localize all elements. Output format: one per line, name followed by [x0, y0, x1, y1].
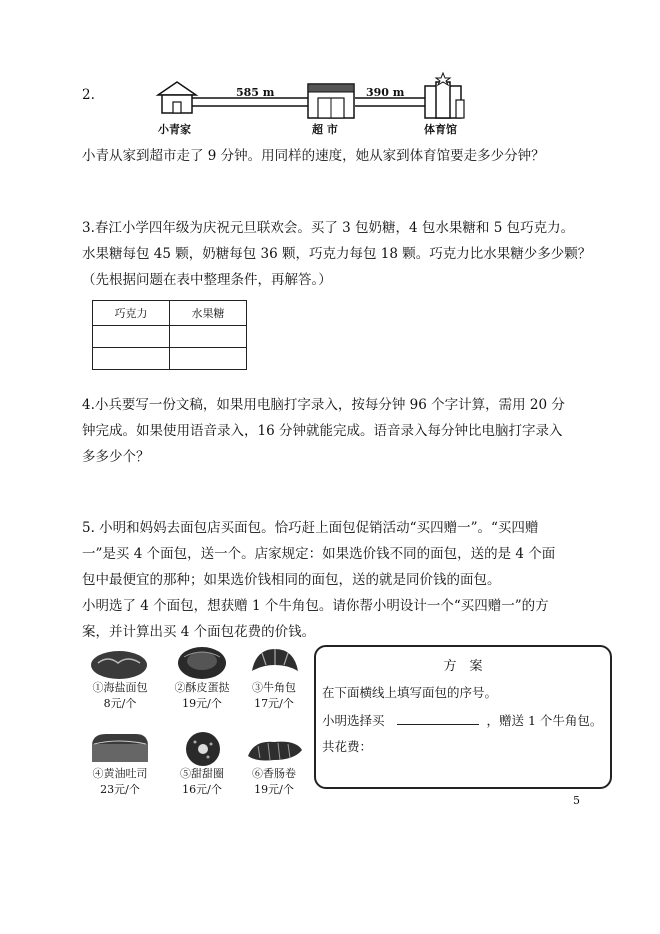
bread-5-name: ⑤甜甜圈 [180, 767, 224, 780]
table-cell-blank[interactable] [170, 326, 247, 348]
bread-3-name: ③牛角包 [252, 681, 296, 694]
table-header-chocolate: 巧克力 [93, 301, 170, 326]
plan-instruction: 在下面横线上填写面包的序号。 [322, 685, 498, 700]
bread-1 [82, 680, 158, 712]
table-cell-blank[interactable] [170, 348, 247, 370]
bread-5 [164, 766, 240, 798]
q4-line-1: 4.小兵要写一份文稿，如果用电脑打字录入，按每分钟 96 个字计算，需用 20 分 [82, 397, 565, 413]
q5-line-4: 小明选了 4 个面包，想获赠 1 个牛角包。请你帮小明设计一个“买四赠一”的方 [82, 598, 549, 614]
place-home: 小青家 [158, 123, 191, 136]
bread-6-price: 19元/个 [254, 783, 294, 796]
q5-line-2: 一”是买 4 个面包，送一个。店家规定：如果选价钱不同的面包，送的是 4 个面 [82, 546, 556, 562]
condition-table [92, 300, 247, 370]
house-icon [158, 82, 196, 113]
q4-line-3: 多多少个？ [82, 449, 150, 465]
bread-5-price: 16元/个 [182, 783, 222, 796]
plan-answer-blank[interactable] [397, 710, 479, 725]
bread-3 [236, 680, 312, 712]
q4-line-2: 钟完成。如果使用语音录入，16 分钟就能完成。语音录入每分钟比电脑打字录入 [82, 423, 563, 439]
sea-salt-bread-icon [88, 645, 150, 681]
bread-1-name: ①海盐面包 [92, 681, 148, 694]
q2-text: 小青从家到超市走了 9 分钟。用同样的速度，她从家到体育馆要走多少分钟？ [82, 148, 545, 164]
donut-icon [180, 730, 226, 768]
bread-2-price: 19元/个 [182, 697, 222, 710]
distance-1: 585 m [236, 86, 275, 99]
plan-title: 方 案 [443, 659, 483, 674]
butter-toast-icon [88, 730, 150, 768]
q5-line-5: 案，并计算出买 4 个面包花费的价钱。 [82, 624, 316, 640]
gym-icon [425, 73, 464, 118]
bread-4-name: ④黄油吐司 [92, 767, 148, 780]
croissant-icon [248, 643, 302, 681]
plan-choice-suffix: ，赠送 1 个牛角包。 [486, 713, 603, 728]
bread-6 [236, 766, 312, 798]
bread-2 [164, 680, 240, 712]
q5-line-1: 5. 小明和妈妈去面包店买面包。恰巧赶上面包促销活动“买四赠一”。“买四赠 [82, 520, 539, 536]
plan-choice-line [322, 708, 602, 734]
q5-line-3: 包中最便宜的那种；如果选价钱相同的面包，送的就是同价钱的面包。 [82, 572, 501, 588]
place-market: 超 市 [312, 123, 338, 136]
q2-number: 2. [82, 87, 95, 103]
table-cell-blank[interactable] [93, 326, 170, 348]
bread-6-name: ⑥香肠卷 [252, 767, 296, 780]
place-gym: 体育馆 [424, 123, 457, 136]
bread-1-price: 8元/个 [103, 697, 137, 710]
plan-choice-prefix: 小明选择买 [322, 713, 385, 728]
q3-line-3: （先根据问题在表中整理条件，再解答。） [82, 272, 332, 288]
q3-line-1: 3.春江小学四年级为庆祝元旦联欢会。买了 3 包奶糖，4 包水果糖和 5 包巧克力。 [82, 220, 575, 236]
plan-cost: 共花费： [322, 739, 373, 754]
bread-4 [82, 766, 158, 798]
sausage-roll-icon [244, 734, 306, 764]
bread-4-price: 23元/个 [100, 783, 140, 796]
q3-line-2: 水果糖每包 45 颗，奶糖每包 36 颗，巧克力每包 18 颗。巧克力比水果糖少多少颗？ [82, 246, 592, 262]
page-number: 5 [573, 794, 580, 807]
table-header-fruit-candy: 水果糖 [170, 301, 247, 326]
egg-tart-icon [176, 643, 228, 681]
distance-2: 390 m [366, 86, 405, 99]
table-cell-blank[interactable] [93, 348, 170, 370]
bread-3-price: 17元/个 [254, 697, 294, 710]
bread-2-name: ②酥皮蛋挞 [174, 681, 230, 694]
supermarket-icon [308, 84, 354, 118]
